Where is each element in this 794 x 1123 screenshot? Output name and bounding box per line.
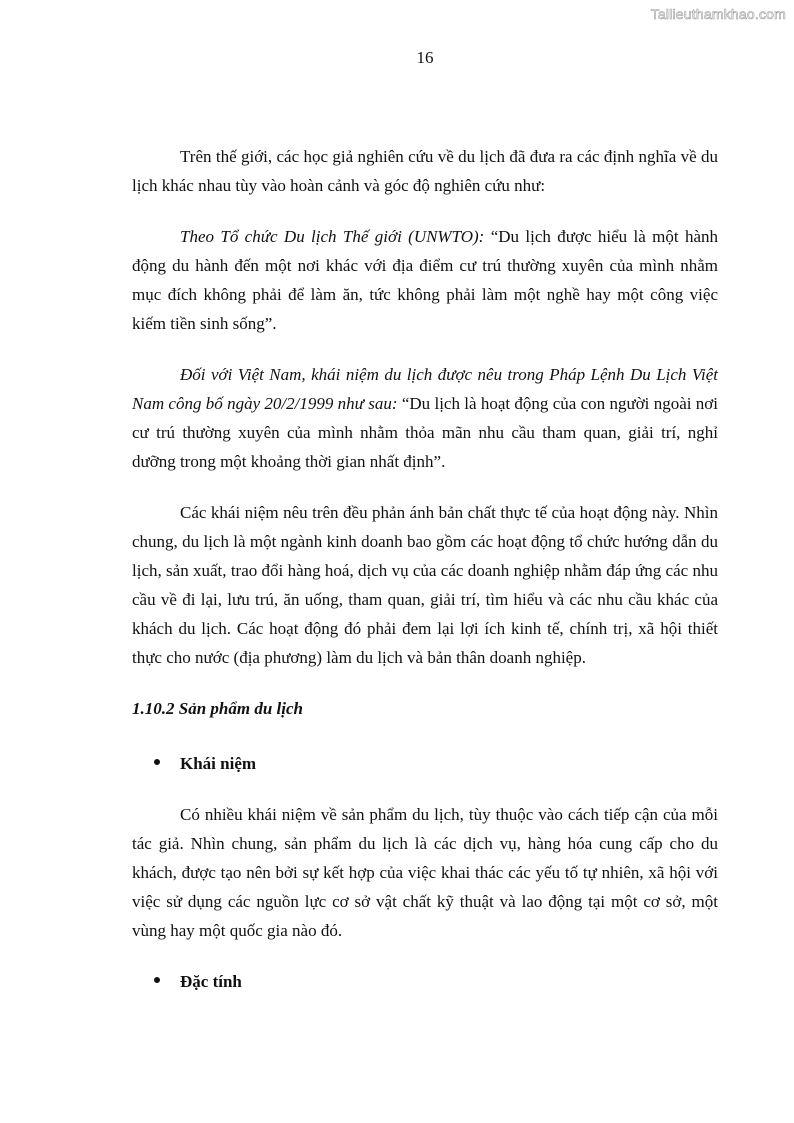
section-heading: 1.10.2 Sản phẩm du lịch (132, 699, 303, 718)
paragraph-summary: Các khái niệm nêu trên đều phản ánh bản chất thực tế của hoạt động này. Nhìn chung, du lịch là một ngành kinh doanh bao gồm các hoạt động tổ chức hướng dẫn du lịch, sản xuất, trao đổi hàng hoá, dịch vụ của các doanh nghiệp nhằm đáp ứng các nhu cầu về đi lại, lưu trú, ăn uống, tham quan, giải trí, tìm hiểu và các nhu cầu khác của khách du lịch. Các hoạt động đó phải đem lại lợi ích kinh tế, chính trị, xã hội thiết thực cho nước (địa phương) làm du lịch và bản thân doanh nghiệp. (132, 503, 718, 667)
unwto-quote: “Du lịch được hiểu là một hành động du hành đến một nơi khác với địa điểm cư trú thường xuyên của mình nhằm mục đích không phải để làm ăn, tức không phải làm một nghề hay một công việc kiếm tiền sinh sống”. (132, 227, 719, 333)
bullet-concept-label: Khái niệm (180, 754, 257, 773)
document-body (132, 142, 718, 1018)
bullet-dot-icon (154, 759, 160, 765)
bullet-dot-icon (154, 977, 160, 983)
vietnam-lead: Đối với Việt Nam, khái niệm du lịch được nêu trong Pháp Lệnh Du Lịch Việt Nam công bố ngày 20/2/1999 như sau: (132, 365, 718, 413)
vietnam-quote: “Du lịch là hoạt động của con người ngoài nơi cư trú thường xuyên của mình nhằm thỏa mãn nhu cầu tham quan, giải trí, nghỉ dưỡng trong một khoảng thời gian nhất định”. (132, 394, 718, 471)
paragraph-vietnam-definition (132, 360, 718, 476)
page-number: 16 (416, 48, 434, 67)
paragraph-unwto-definition (132, 222, 718, 338)
bullet-characteristics (132, 967, 718, 996)
paragraph-product-concept: Có nhiều khái niệm về sản phẩm du lịch, tùy thuộc vào cách tiếp cận của mỗi tác giả. Nhìn chung, sản phẩm du lịch là các dịch vụ, hàng hóa cung cấp cho du khách, được tạo nên bởi sự kết hợp của việc khai thác các yếu tố tự nhiên, xã hội với việc sử dụng các nguồn lực cơ sở vật chất kỹ thuật và lao động tại một cơ sở, một vùng hay một quốc gia nào đó. (132, 805, 718, 940)
bullet-characteristics-label: Đặc tính (180, 972, 242, 991)
unwto-lead: Theo Tổ chức Du lịch Thế giới (UNWTO): (180, 227, 485, 246)
watermark-text: Tailieuthamkhao.com (650, 6, 786, 22)
paragraph-intro: Trên thế giới, các học giả nghiên cứu về du lịch đã đưa ra các định nghĩa về du lịch khác nhau tùy vào hoàn cảnh và góc độ nghiên cứu như: (132, 147, 718, 195)
bullet-concept (132, 749, 718, 778)
